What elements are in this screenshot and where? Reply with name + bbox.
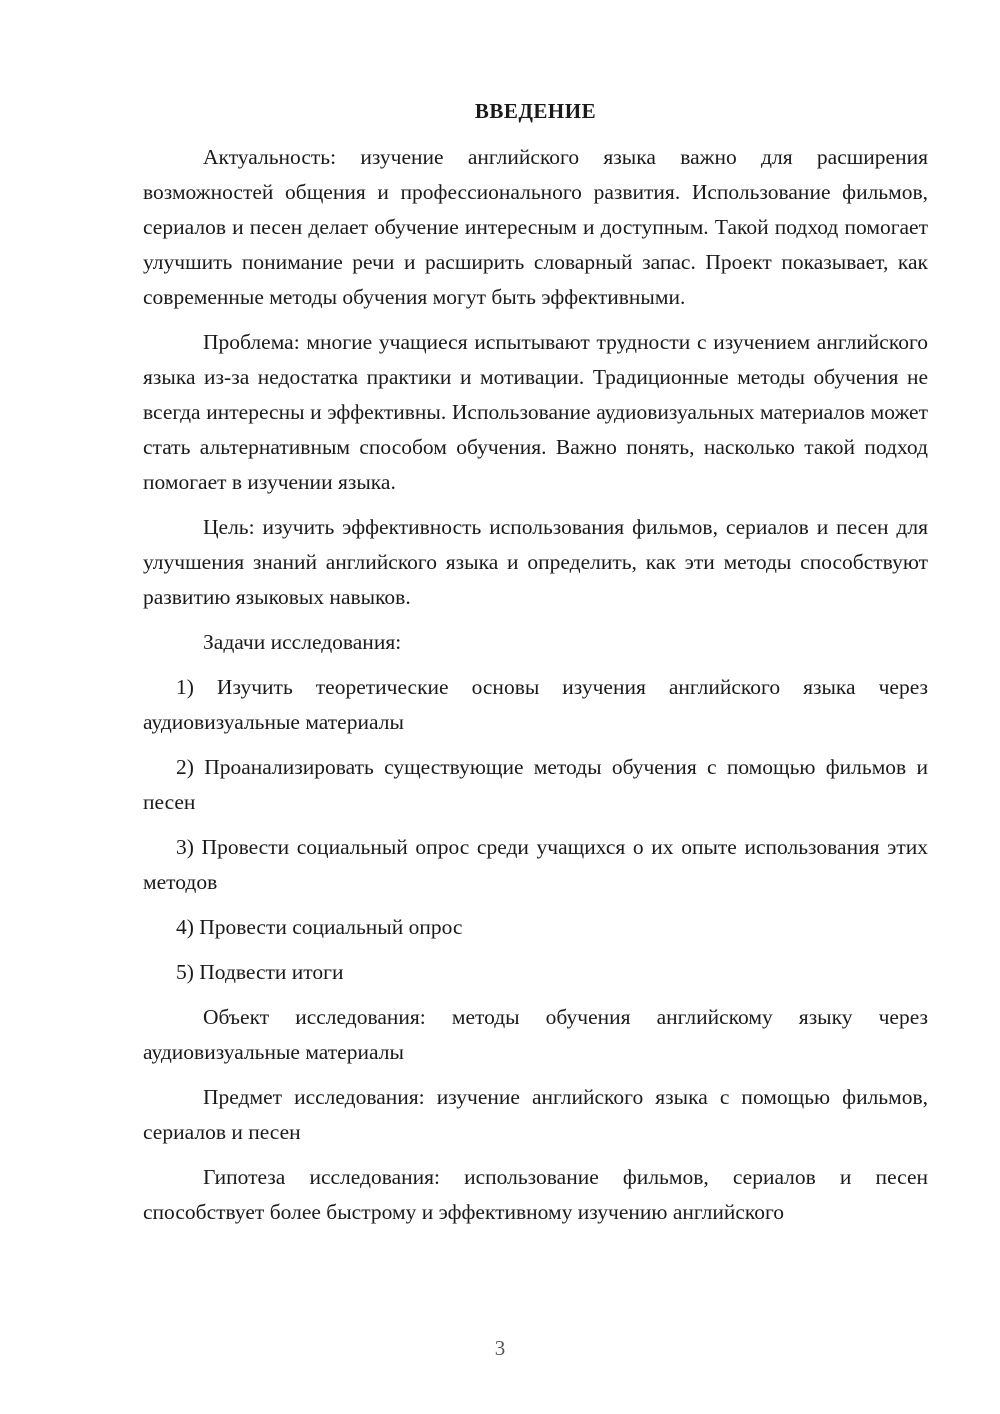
document-body xyxy=(143,140,928,1240)
object-paragraph: Объект исследования: методы обучения английскому языку через аудиовизуальные материалы xyxy=(143,1005,928,1064)
task-item-4: 4) Провести социальный опрос xyxy=(176,915,463,939)
hypothesis-paragraph: Гипотеза исследования: использование фильмов, сериалов и песен способствует более быстрому и эффективному изучению английского xyxy=(143,1165,928,1224)
relevance-paragraph: Актуальность: изучение английского языка важно для расширения возможностей общения и профессионального развития. Использование фильмов, сериалов и песен делает обучение интересным и доступным. Такой подход помогает улучшить понимание речи и расширить словарный запас. Проект показывает, как современные методы обучения могут быть эффективными. xyxy=(143,145,928,309)
tasks-title: Задачи исследования: xyxy=(203,630,402,654)
problem-paragraph: Проблема: многие учащиеся испытывают трудности с изучением английского языка из-за недостатка практики и мотивации. Традиционные методы обучения не всегда интересны и эффективны. Использование аудиовизуальных материалов может стать альтернативным способом обучения. Важно понять, насколько такой подход помогает в изучении языка. xyxy=(143,330,928,494)
task-item-1: 1) Изучить теоретические основы изучения английского языка через аудиовизуальные материалы xyxy=(143,675,928,734)
goal-paragraph: Цель: изучить эффективность использования фильмов, сериалов и песен для улучшения знаний английского языка и определить, как эти методы способствуют развитию языковых навыков. xyxy=(143,515,928,609)
section-heading: ВВЕДЕНИЕ xyxy=(474,99,597,123)
subject-paragraph: Предмет исследования: изучение английского языка с помощью фильмов, сериалов и песен xyxy=(143,1085,928,1144)
page-number: 3 xyxy=(494,1336,506,1360)
task-item-5: 5) Подвести итоги xyxy=(176,960,344,984)
task-item-2: 2) Проанализировать существующие методы обучения с помощью фильмов и песен xyxy=(143,755,928,814)
task-item-3: 3) Провести социальный опрос среди учащихся о их опыте использования этих методов xyxy=(143,835,928,894)
